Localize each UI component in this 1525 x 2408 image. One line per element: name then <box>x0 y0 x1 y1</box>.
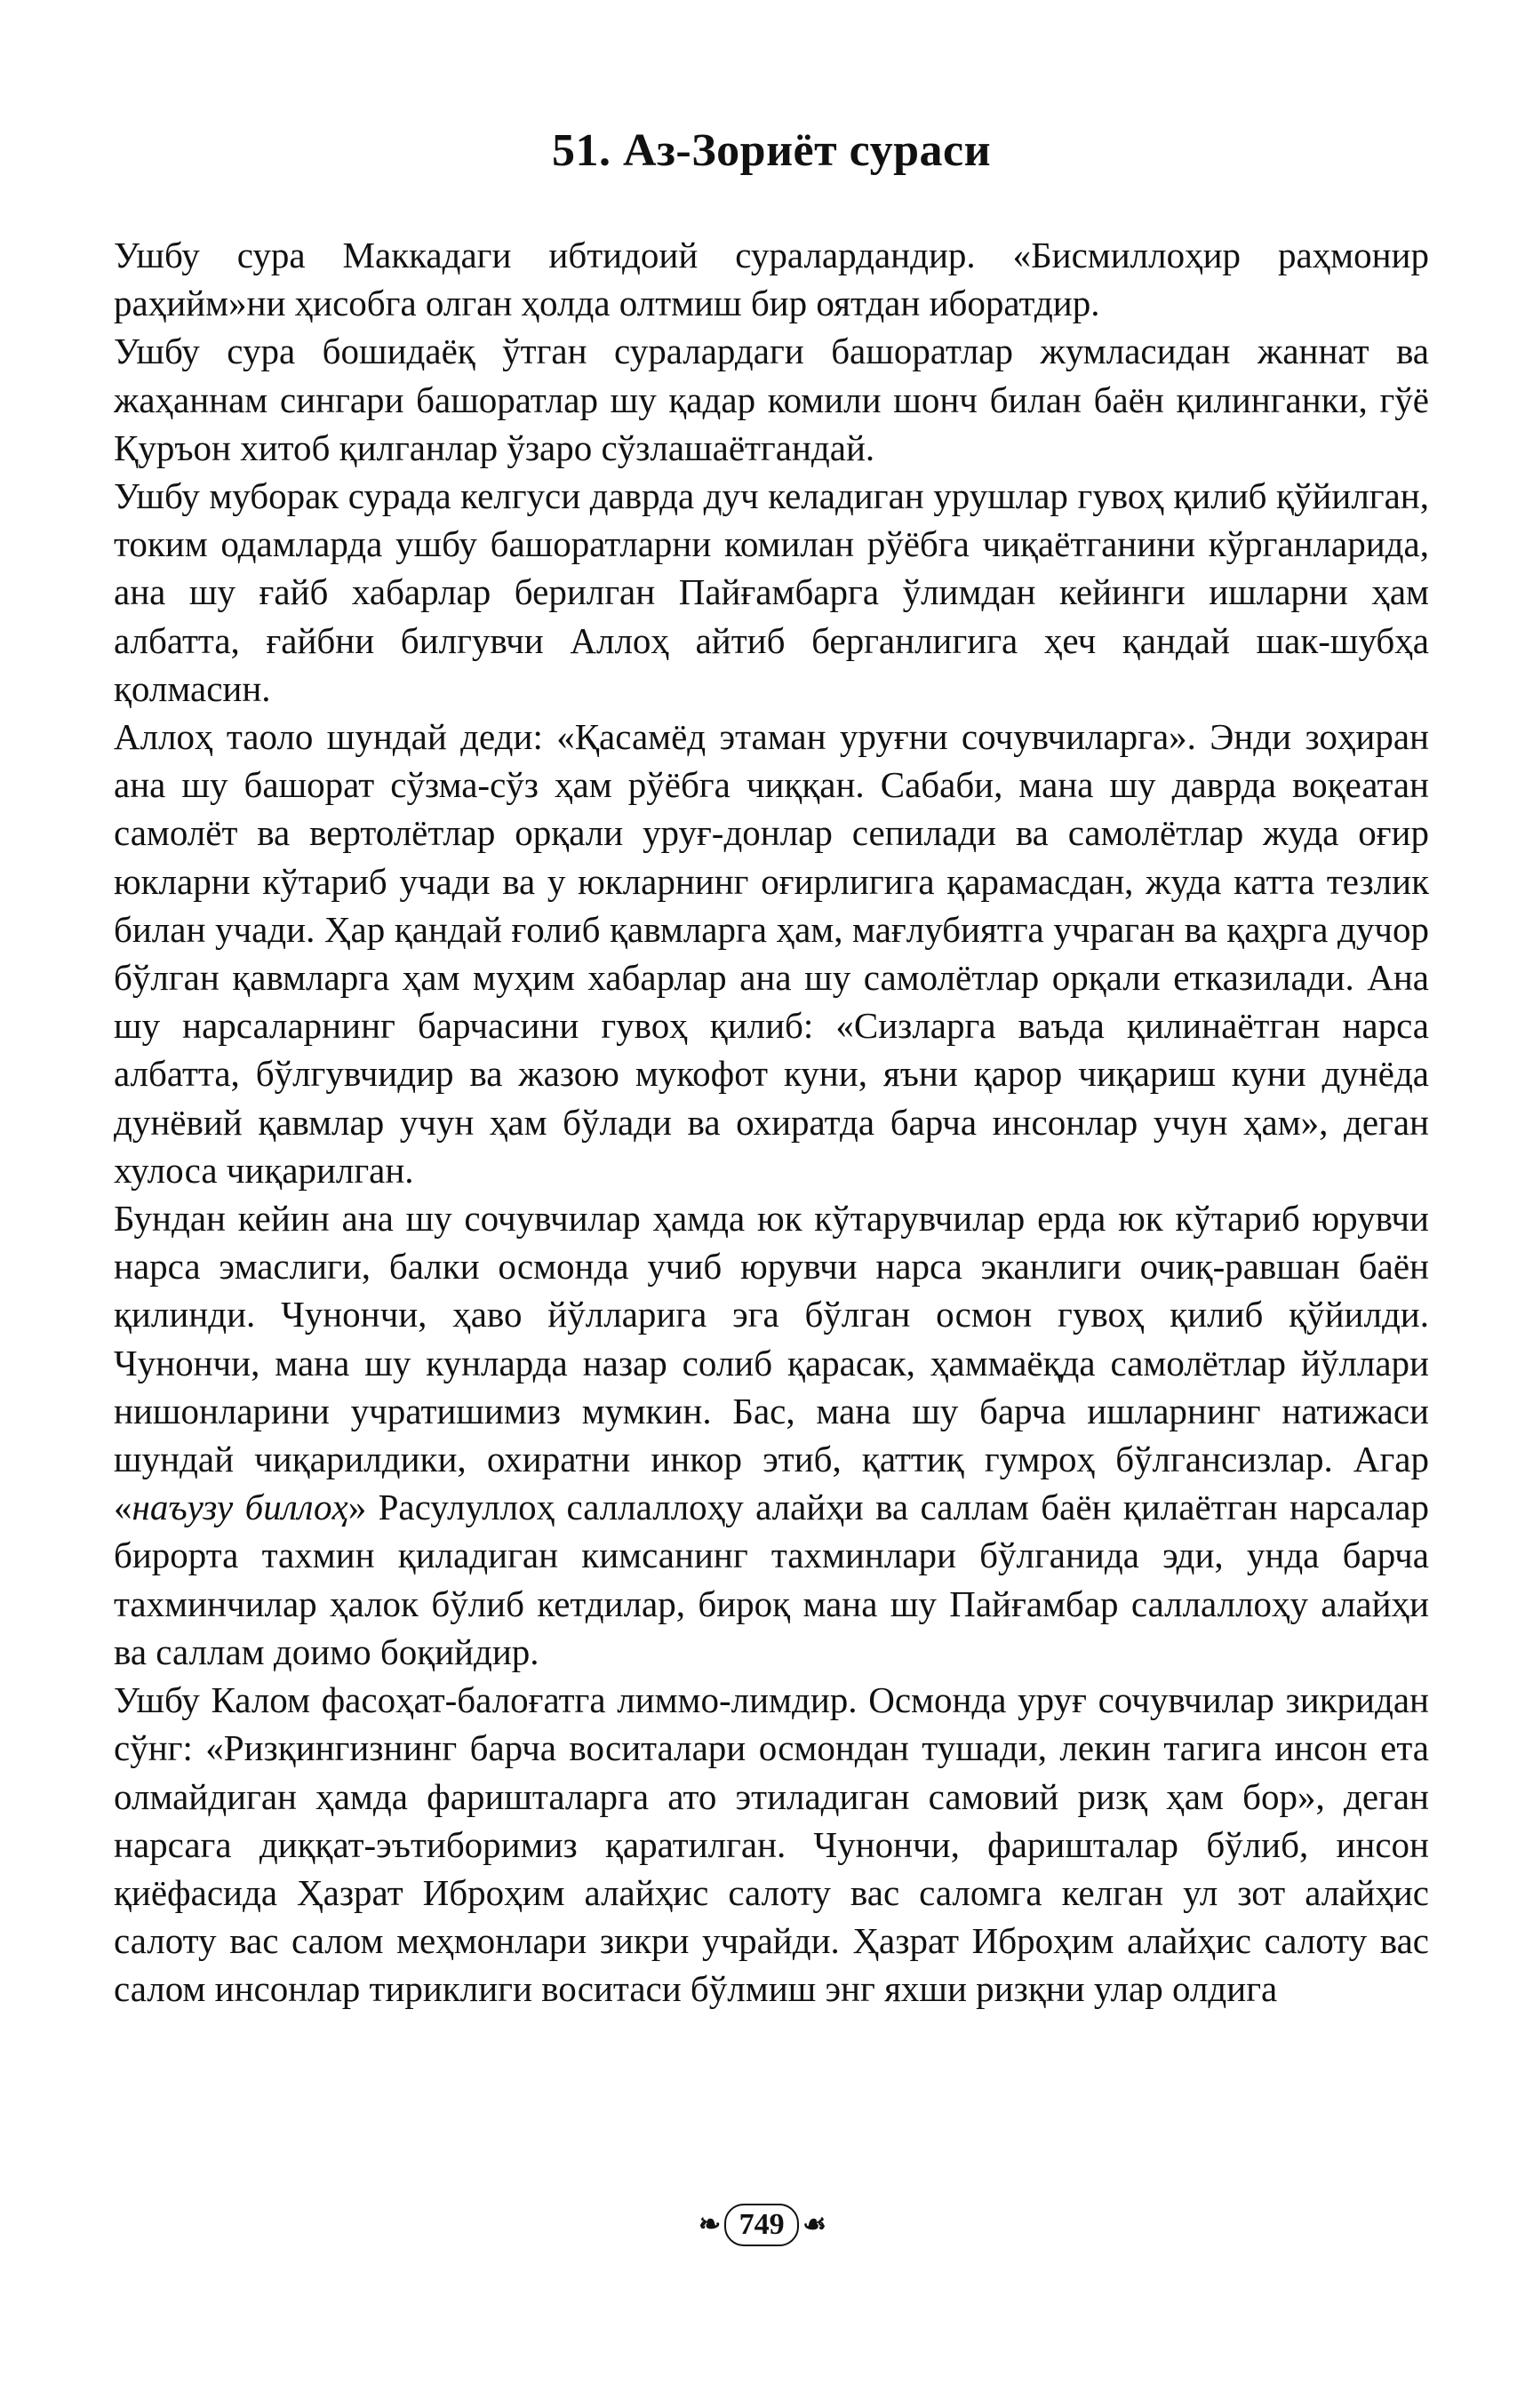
paragraph <box>114 327 1429 472</box>
paragraph-2-text: Ушбу сура бошидаёқ ўтган суралардаги башоратлар жумласидан жаннат ва жаҳаннам сингари башоратлар шу қадар комили шонч билан баён қилинганки, гўё Қуръон хитоб қилганлар ўзаро сўзлашаётгандай. <box>114 331 1429 468</box>
paragraph-2 <box>114 327 1429 472</box>
paragraph <box>114 713 1429 1194</box>
paragraph-5-italic-phrase: наъузу биллоҳ <box>132 1487 348 1528</box>
paragraph-5 <box>114 1194 1429 1676</box>
paragraph-3 <box>114 472 1429 713</box>
paragraph <box>114 472 1429 713</box>
paragraph-1-text: Ушбу сура Маккадаги ибтидоий суралардандир. «Бисмиллоҳир раҳмонир раҳийм»ни ҳисобга олган ҳолда олтмиш бир оятдан иборатдир. <box>114 235 1429 324</box>
page-content <box>114 124 1429 2013</box>
paragraph-6 <box>114 1676 1429 2013</box>
paragraph-4-text: Аллоҳ таоло шундай деди: «Қасамёд этаман уруғни сочувчиларга». Энди зоҳиран ана шу башорат сўзма-сўз ҳам рўёбга чиққан. Сабаби, мана шу даврда воқеатан самолёт ва вертолётлар орқали уруғ-донлар сепилади ва самолётлар жуда оғир юкларни кўтариб учади ва у юкларнинг оғирлигига қарамасдан, жуда катта тезлик билан учади. Ҳар қандай ғолиб қавмларга ҳам, мағлубиятга учраган ва қаҳрга дучор бўлган қавмларга ҳам муҳим хабарлар ана шу самолётлар орқали етказилади. Ана шу нарсаларнинг барчасини гувоҳ қилиб: «Сизларга ваъда қилинаётган нарса албатта, бўлгувчидир ва жазою мукофот куни, яъни қарор чиқариш куни дунёда дунёвий қавмлар учун ҳам бўлади ва охиратда барча инсонлар учун ҳам», деган хулоса чиқарилган. <box>114 716 1429 1191</box>
paragraph-3-text: Ушбу муборак сурада келгуси даврда дуч келадиган урушлар гувоҳ қилиб қўйилган, токим одамларда ушбу башоратларни комилан рўёбга чиқаётганини кўрганларида, ана шу ғайб хабарлар берилган Пайғамбарга ўлимдан кейинги ишларни ҳам албатта, ғайбни билгувчи Аллоҳ айтиб берганлигига ҳеч қандай шак-шубҳа қолмасин. <box>114 475 1429 709</box>
paragraph <box>114 1676 1429 2013</box>
paragraph-1 <box>114 231 1429 327</box>
page-number: 749 <box>724 2204 799 2246</box>
right-ornament-icon: ☙ <box>802 2210 827 2239</box>
paragraph <box>114 231 1429 327</box>
paragraph-5-text-after: » Расулуллоҳ саллаллоҳу алайҳи ва саллам баён қилаётган нарсалар бирорта тахмин қиладиган кимсанинг тахминлари бўлганида эди, унда барча тахминчилар ҳалок бўлиб кетдилар, бироқ мана шу Пайғамбар саллаллоҳу алайҳи ва саллам доимо боқийдир. <box>114 1487 1429 1672</box>
paragraph-6-text: Ушбу Калом фасоҳат-балоғатга лиммо-лимдир. Осмонда уруғ сочувчилар зикридан сўнг: «Ризқингизнинг барча воситалари осмондан тушади, лекин тагига инсон ета олмайдиган ҳамда фаришталарга ато этиладиган самовий ризқ ҳам бор», деган нарсага диққат-эътиборимиз қаратилган. Чунончи, фаришталар бўлиб, инсон қиёфасида Ҳазрат Иброҳим алайҳис салоту вас саломга келган ул зот алайҳис салоту вас салом меҳмонлари зикри учрайди. Ҳазрат Иброҳим алайҳис салоту вас салом инсонлар тириклиги воситаси бўлмиш энг яхши ризқни улар олдига <box>114 1679 1429 2010</box>
surah-title: 51. Аз-Зориёт сураси <box>551 125 992 176</box>
paragraph-4 <box>114 713 1429 1194</box>
paragraph <box>114 1194 1429 1676</box>
paragraph-5-text-before: Бундан кейин ана шу сочувчилар ҳамда юк кўтарувчилар ерда юк кўтариб юрувчи нарса эмаслиги, балки осмонда учиб юрувчи нарса эканлиги очиқ-равшан баён қилинди. Чунончи, ҳаво йўлларига эга бўлган осмон гувоҳ қилиб қўйилди. Чунончи, мана шу кунларда назар солиб қарасак, ҳаммаёқда самолётлар йўллари нишонларини учратишимиз мумкин. Бас, мана шу барча ишларнинг натижаси шундай чиқарилдики, охиратни инкор этиб, қаттиқ гумроҳ бўлгансизлар. Агар « <box>114 1198 1429 1528</box>
page-number-badge <box>699 2204 826 2246</box>
left-ornament-icon: ❧ <box>698 2210 722 2239</box>
page-footer <box>0 2204 1525 2246</box>
